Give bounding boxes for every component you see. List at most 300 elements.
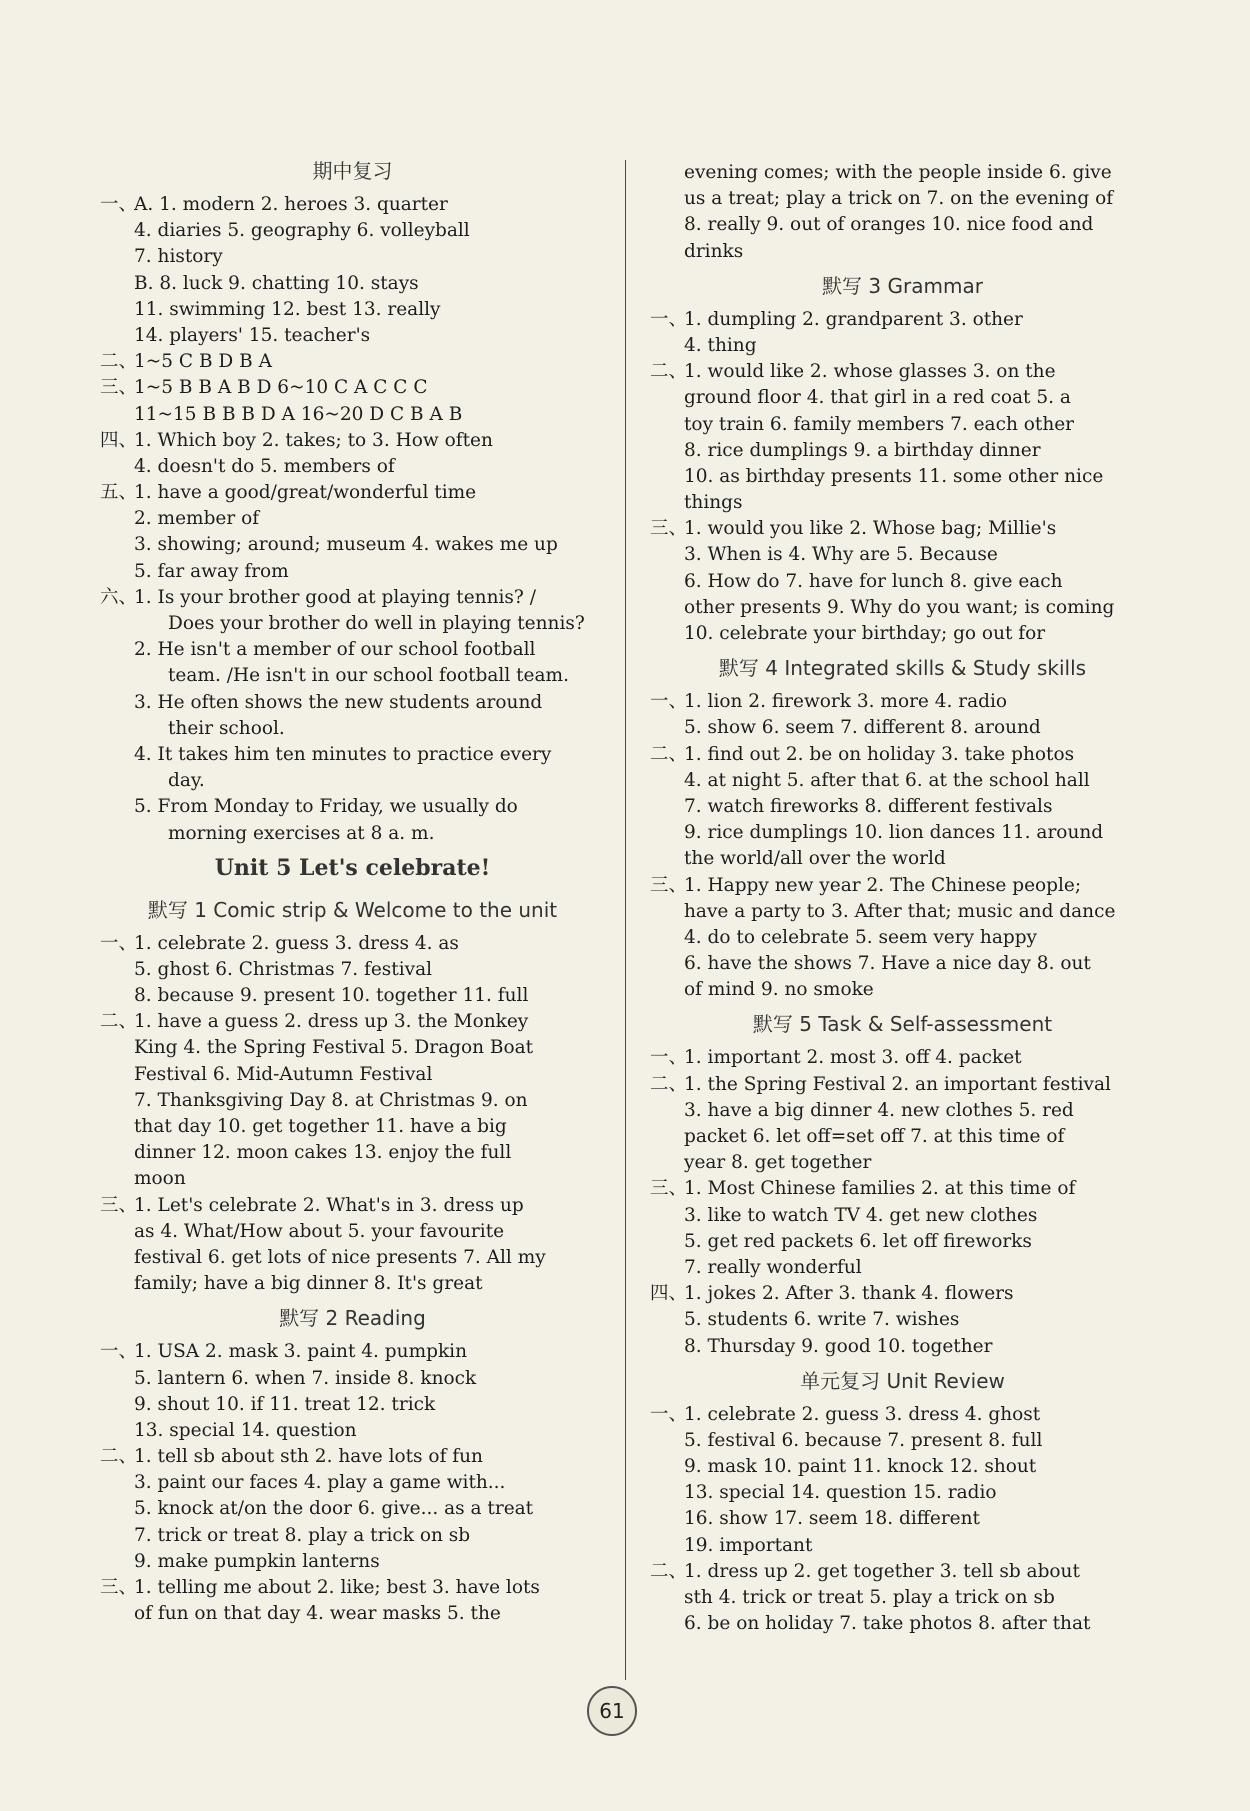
answer-text: as 4. What/How about 5. your favourite: [134, 1220, 505, 1242]
indent-spacer: [100, 663, 134, 689]
indent-spacer: [650, 715, 684, 741]
indent-spacer: [100, 323, 134, 349]
indent-spacer: [134, 611, 168, 637]
indent-spacer: [650, 1203, 684, 1229]
answer-line: [650, 333, 1155, 359]
section-heading: 期中复习: [312, 159, 393, 183]
answer-line: [650, 1533, 1155, 1559]
indent-spacer: [650, 1124, 684, 1150]
indent-spacer: [650, 438, 684, 464]
answer-text: sth 4. trick or treat 5. play a trick on sb: [684, 1587, 1055, 1608]
answer-text: family; have a big dinner 8. It's great: [134, 1273, 483, 1295]
indent-spacer: [100, 1549, 134, 1575]
question-marker: 一、: [650, 1047, 688, 1069]
answer-text: 3. paint our faces 4. play a game with...: [134, 1472, 506, 1494]
indent-spacer: [100, 1114, 134, 1140]
answer-line: [100, 1470, 605, 1496]
answer-text: 16. show 17. seem 18. different: [684, 1508, 980, 1530]
answer-line: [100, 1392, 605, 1418]
answer-line: [650, 820, 1155, 846]
indent-spacer: [100, 768, 134, 794]
answer-text: dinner 12. moon cakes 13. enjoy the full: [134, 1142, 512, 1164]
indent-spacer: [650, 1255, 684, 1281]
answer-line: [100, 1575, 605, 1601]
question-marker: 二、: [100, 1011, 138, 1033]
answer-line: [100, 663, 605, 689]
question-marker: 三、: [650, 1178, 688, 1200]
answer-line: [650, 1559, 1155, 1585]
indent-spacer: [650, 1229, 684, 1255]
answer-line: [650, 212, 1155, 238]
answer-text: 2. member of: [134, 508, 260, 530]
indent-spacer: [650, 490, 684, 516]
answer-line: [100, 690, 605, 716]
answer-text: other presents 9. Why do you want; is coming: [684, 596, 1115, 618]
answer-line: [650, 490, 1155, 516]
indent-spacer: [650, 1506, 684, 1532]
indent-spacer: [100, 218, 134, 244]
answer-text: 1. Happy new year 2. The Chinese people;: [684, 874, 1082, 896]
answer-line: [100, 611, 605, 637]
answer-text: 1. dress up 2. get together 3. tell sb about: [684, 1560, 1080, 1582]
answer-line: [650, 595, 1155, 621]
indent-spacer: [100, 271, 134, 297]
answer-text: 1. have a guess 2. dress up 3. the Monkey: [134, 1011, 529, 1033]
indent-spacer: [100, 402, 134, 428]
answer-line: [100, 402, 605, 428]
answer-line: [100, 1062, 605, 1088]
answer-text: their school.: [168, 717, 285, 739]
answer-text: 4. It takes him ten minutes to practice every: [134, 743, 552, 765]
answer-text: 11. swimming 12. best 13. really: [134, 298, 441, 320]
answer-line: [100, 428, 605, 454]
answer-text: evening comes; with the people inside 6. give: [684, 162, 1112, 183]
answer-line: [650, 160, 1155, 186]
answer-line: [650, 689, 1155, 715]
answer-line: [100, 375, 605, 401]
answer-line: [650, 186, 1155, 212]
answer-line: [100, 349, 605, 375]
answer-text: 7. trick or treat 8. play a trick on sb: [134, 1524, 471, 1546]
answer-text: 6. How do 7. have for lunch 8. give each: [684, 570, 1063, 592]
indent-spacer: [100, 1601, 134, 1627]
answer-line: [100, 506, 605, 532]
answer-text: 5. knock at/on the door 6. give... as a treat: [134, 1498, 534, 1520]
answer-line: [100, 983, 605, 1009]
answer-line: [100, 1245, 605, 1271]
answer-text: 4. do to celebrate 5. seem very happy: [684, 926, 1037, 948]
right-column: [650, 160, 1155, 1637]
indent-spacer: [650, 621, 684, 647]
indent-spacer: [100, 454, 134, 480]
indent-spacer: [100, 297, 134, 323]
answer-line: [100, 1193, 605, 1219]
indent-spacer: [134, 716, 168, 742]
indent-spacer: [100, 559, 134, 585]
indent-spacer: [100, 532, 134, 558]
question-marker: 二、: [100, 1446, 138, 1468]
indent-spacer: [100, 983, 134, 1009]
answer-text: 6. have the shows 7. Have a nice day 8. out: [684, 953, 1091, 975]
answer-line: [100, 192, 605, 218]
answer-line: [100, 1339, 605, 1365]
indent-spacer: [650, 1150, 684, 1176]
answer-text: 1. lion 2. firework 3. more 4. radio: [684, 691, 1008, 713]
indent-spacer: [100, 794, 134, 820]
question-marker: 六、: [100, 586, 138, 608]
indent-spacer: [100, 1035, 134, 1061]
answer-line: [100, 742, 605, 768]
indent-spacer: [100, 1166, 134, 1192]
answer-line: [650, 1098, 1155, 1124]
answer-line: [100, 1088, 605, 1114]
question-marker: 三、: [100, 377, 138, 399]
answer-line: [650, 1124, 1155, 1150]
indent-spacer: [650, 595, 684, 621]
indent-spacer: [650, 925, 684, 951]
answer-line: [650, 1229, 1155, 1255]
answer-text: 1. would you like 2. Whose bag; Millie's: [684, 518, 1057, 540]
indent-spacer: [650, 977, 684, 1003]
indent-spacer: [100, 637, 134, 663]
section-heading: 默写 2 Reading: [279, 1306, 426, 1331]
answer-text: 3. showing; around; museum 4. wakes me up: [134, 534, 558, 556]
indent-spacer: [650, 1307, 684, 1333]
answer-line: [650, 1402, 1155, 1428]
indent-spacer: [650, 1533, 684, 1559]
answer-text: 5. show 6. seem 7. different 8. around: [684, 717, 1041, 739]
answer-text: 5. students 6. write 7. wishes: [684, 1309, 960, 1331]
indent-spacer: [100, 1496, 134, 1522]
indent-spacer: [100, 690, 134, 716]
answer-line: [100, 1523, 605, 1549]
question-marker: 三、: [100, 1194, 138, 1216]
question-marker: 五、: [100, 482, 138, 504]
question-marker: 二、: [650, 1560, 688, 1582]
answer-line: [100, 218, 605, 244]
question-marker: 二、: [650, 1073, 688, 1095]
indent-spacer: [100, 1470, 134, 1496]
question-marker: 二、: [650, 361, 688, 383]
question-marker: 三、: [650, 518, 688, 540]
answer-line: [100, 559, 605, 585]
answer-text: Does your brother do well in playing tennis?: [168, 613, 585, 634]
answer-text: 5. lantern 6. when 7. inside 8. knock: [134, 1367, 477, 1389]
indent-spacer: [650, 385, 684, 411]
answer-line: [100, 1166, 605, 1192]
answer-text: B. 8. luck 9. chatting 10. stays: [134, 272, 419, 294]
indent-spacer: [100, 1366, 134, 1392]
answer-text: 19. important: [684, 1534, 813, 1556]
indent-spacer: [650, 1611, 684, 1637]
answer-line: [100, 794, 605, 820]
section-heading: 单元复习 Unit Review: [800, 1368, 1005, 1393]
answer-line: [650, 1585, 1155, 1611]
question-marker: 四、: [650, 1283, 688, 1305]
indent-spacer: [650, 212, 684, 238]
question-marker: 一、: [100, 1341, 138, 1363]
answer-line: [650, 951, 1155, 977]
indent-spacer: [650, 1098, 684, 1124]
indent-spacer: [650, 333, 684, 359]
answer-text: the world/all over the world: [684, 848, 946, 870]
indent-spacer: [100, 1219, 134, 1245]
indent-spacer: [650, 1585, 684, 1611]
answer-line: [100, 1271, 605, 1297]
indent-spacer: [650, 186, 684, 212]
question-marker: 三、: [650, 874, 688, 896]
answer-text: 5. festival 6. because 7. present 8. full: [684, 1429, 1043, 1451]
answer-line: [100, 480, 605, 506]
indent-spacer: [100, 1523, 134, 1549]
answer-text: 7. watch fireworks 8. different festivals: [684, 795, 1053, 817]
question-marker: 一、: [650, 1403, 688, 1425]
answer-line: [650, 715, 1155, 741]
answer-text: 1. would like 2. whose glasses 3. on the: [684, 361, 1056, 383]
answer-text: 7. history: [134, 246, 223, 268]
question-marker: 三、: [100, 1577, 138, 1598]
answer-line: [100, 271, 605, 297]
answer-line: [650, 1611, 1155, 1637]
answer-text: 1. celebrate 2. guess 3. dress 4. as: [134, 932, 459, 954]
answer-line: [650, 385, 1155, 411]
answer-line: [650, 1307, 1155, 1333]
answer-line: [100, 1601, 605, 1627]
indent-spacer: [100, 611, 134, 637]
answer-line: [100, 931, 605, 957]
section-heading: 默写 3 Grammar: [822, 273, 983, 298]
left-column: [100, 150, 605, 1627]
answer-line: [650, 464, 1155, 490]
answer-line: [650, 1454, 1155, 1480]
answer-line: [100, 1366, 605, 1392]
answer-line: [100, 244, 605, 270]
indent-spacer: [650, 1454, 684, 1480]
indent-spacer: [650, 820, 684, 846]
indent-spacer: [650, 1334, 684, 1360]
question-marker: 一、: [100, 194, 138, 215]
answer-text: 1. dumpling 2. grandparent 3. other: [684, 308, 1023, 330]
answer-line: [650, 1203, 1155, 1229]
answer-line: [650, 925, 1155, 951]
answer-text: 1. Let's celebrate 2. What's in 3. dress up: [134, 1194, 524, 1216]
answer-line: [650, 1072, 1155, 1098]
answer-text: moon: [134, 1168, 186, 1190]
indent-spacer: [100, 821, 134, 847]
indent-spacer: [100, 506, 134, 532]
page-number: 61: [587, 1686, 637, 1736]
answer-text: 1~5 C B D B A: [134, 351, 272, 373]
answer-text: 1. jokes 2. After 3. thank 4. flowers: [684, 1283, 1014, 1305]
answer-text: 6. be on holiday 7. take photos 8. after that: [684, 1613, 1091, 1635]
answer-line: [100, 1549, 605, 1575]
indent-spacer: [100, 1245, 134, 1271]
answer-text: 10. celebrate your birthday; go out for: [684, 623, 1046, 644]
answer-line: [650, 873, 1155, 899]
answer-line: [650, 542, 1155, 568]
answer-line: [100, 1418, 605, 1444]
answer-line: [650, 438, 1155, 464]
answer-text: Festival 6. Mid-Autumn Festival: [134, 1063, 433, 1085]
answer-text: year 8. get together: [684, 1152, 872, 1174]
indent-spacer: [100, 1088, 134, 1114]
indent-spacer: [650, 899, 684, 925]
indent-spacer: [650, 951, 684, 977]
answer-line: [650, 307, 1155, 333]
indent-spacer: [100, 1418, 134, 1444]
answer-line: [650, 1281, 1155, 1307]
indent-spacer: [650, 569, 684, 595]
answer-line: [650, 1334, 1155, 1360]
answer-text: 2. He isn't a member of our school football: [134, 639, 536, 661]
answer-text: 14. players' 15. teacher's: [134, 324, 371, 346]
answer-text: ground floor 4. that girl in a red coat 5. a: [684, 387, 1071, 409]
indent-spacer: [650, 412, 684, 438]
answer-line: [100, 768, 605, 794]
answer-line: [100, 532, 605, 558]
answer-text: 4. thing: [684, 334, 757, 356]
answer-text: 1. Most Chinese families 2. at this time of: [684, 1178, 1076, 1200]
indent-spacer: [100, 1271, 134, 1297]
answer-line: [650, 1428, 1155, 1454]
answer-text: 3. have a big dinner 4. new clothes 5. red: [684, 1099, 1074, 1121]
answer-line: [100, 297, 605, 323]
answer-text: 4. doesn't do 5. members of: [134, 455, 395, 477]
answer-line: [650, 1255, 1155, 1281]
answer-text: 8. really 9. out of oranges 10. nice food and: [684, 214, 1094, 236]
answer-text: 9. rice dumplings 10. lion dances 11. around: [684, 822, 1104, 844]
answer-text: packet 6. let off=set off 7. at this time of: [684, 1126, 1065, 1147]
answer-text: 1. USA 2. mask 3. paint 4. pumpkin: [134, 1341, 467, 1363]
answer-text: 1~5 B B A B D 6~10 C A C C C: [134, 377, 428, 399]
answer-text: 3. He often shows the new students around: [134, 691, 543, 713]
answer-text: 9. mask 10. paint 11. knock 12. shout: [684, 1456, 1037, 1478]
indent-spacer: [650, 239, 684, 265]
answer-text: 11~15 B B B D A 16~20 D C B A B: [134, 403, 463, 425]
answer-line: [100, 1009, 605, 1035]
answer-text: 9. make pumpkin lanterns: [134, 1550, 380, 1572]
answer-line: [100, 1035, 605, 1061]
indent-spacer: [100, 244, 134, 270]
answer-text: day.: [168, 770, 205, 792]
answer-text: 5. From Monday to Friday, we usually do: [134, 796, 518, 818]
answer-line: [650, 1480, 1155, 1506]
answer-line: [100, 1140, 605, 1166]
answer-text: 8. Thursday 9. good 10. together: [684, 1335, 993, 1357]
answer-text: 1. have a good/great/wonderful time: [134, 482, 477, 504]
answer-text: A. 1. modern 2. heroes 3. quarter: [134, 194, 448, 215]
answer-text: 8. because 9. present 10. together 11. full: [134, 985, 529, 1007]
answer-line: [100, 716, 605, 742]
question-marker: 一、: [650, 308, 688, 330]
indent-spacer: [100, 1140, 134, 1166]
answer-text: have a party to 3. After that; music and dance: [684, 900, 1116, 922]
answer-text: of mind 9. no smoke: [684, 979, 874, 1001]
question-marker: 一、: [100, 932, 138, 954]
answer-text: 7. really wonderful: [684, 1256, 862, 1278]
answer-line: [650, 846, 1155, 872]
question-marker: 一、: [650, 691, 688, 713]
answer-line: [650, 359, 1155, 385]
section-heading: 默写 1 Comic strip & Welcome to the unit: [147, 897, 558, 922]
answer-line: [100, 637, 605, 663]
answer-text: 13. special 14. question 15. radio: [684, 1482, 997, 1504]
indent-spacer: [134, 768, 168, 794]
answer-line: [650, 1045, 1155, 1071]
indent-spacer: [650, 464, 684, 490]
answer-text: 3. like to watch TV 4. get new clothes: [684, 1204, 1038, 1226]
indent-spacer: [650, 1480, 684, 1506]
answer-text: us a treat; play a trick on 7. on the evening of: [684, 188, 1114, 210]
answer-text: 1. Which boy 2. takes; to 3. How often: [134, 429, 493, 451]
answer-line: [650, 1150, 1155, 1176]
answer-text: 10. as birthday presents 11. some other nice: [684, 465, 1104, 487]
answer-line: [100, 1219, 605, 1245]
answer-text: 4. at night 5. after that 6. at the school hall: [684, 769, 1090, 791]
answer-text: 1. tell sb about sth 2. have lots of fun: [134, 1446, 483, 1468]
answer-text: 7. Thanksgiving Day 8. at Christmas 9. on: [134, 1089, 528, 1111]
indent-spacer: [650, 1428, 684, 1454]
section-heading: Unit 5 Let's celebrate!: [214, 854, 491, 881]
indent-spacer: [100, 716, 134, 742]
indent-spacer: [650, 794, 684, 820]
answer-line: [100, 585, 605, 611]
answer-text: festival 6. get lots of nice presents 7. All my: [134, 1246, 546, 1268]
column-divider: [625, 160, 626, 1680]
answer-line: [650, 1176, 1155, 1202]
answer-text: 5. far away from: [134, 560, 289, 582]
answer-text: 1. important 2. most 3. off 4. packet: [684, 1047, 1022, 1069]
answer-text: 1. Is your brother good at playing tennis? /: [134, 586, 536, 608]
answer-line: [650, 977, 1155, 1003]
question-marker: 四、: [100, 429, 138, 451]
indent-spacer: [100, 1062, 134, 1088]
answer-text: 13. special 14. question: [134, 1419, 357, 1441]
answer-line: [650, 742, 1155, 768]
answer-text: 3. When is 4. Why are 5. Because: [684, 544, 998, 566]
indent-spacer: [134, 821, 168, 847]
indent-spacer: [100, 1392, 134, 1418]
answer-line: [650, 768, 1155, 794]
indent-spacer: [650, 846, 684, 872]
answer-line: [650, 1506, 1155, 1532]
answer-text: things: [684, 492, 743, 514]
answer-line: [650, 516, 1155, 542]
indent-spacer: [100, 957, 134, 983]
answer-line: [100, 323, 605, 349]
question-marker: 二、: [650, 743, 688, 765]
indent-spacer: [650, 542, 684, 568]
answer-line: [100, 1496, 605, 1522]
answer-text: 8. rice dumplings 9. a birthday dinner: [684, 439, 1041, 461]
answer-line: [100, 454, 605, 480]
answer-text: 1. the Spring Festival 2. an important festival: [684, 1073, 1111, 1095]
answer-line: [650, 239, 1155, 265]
answer-text: 5. ghost 6. Christmas 7. festival: [134, 958, 433, 980]
indent-spacer: [650, 768, 684, 794]
answer-line: [650, 621, 1155, 647]
answer-text: morning exercises at 8 a. m.: [168, 822, 435, 844]
answer-text: 9. shout 10. if 11. treat 12. trick: [134, 1393, 436, 1415]
answer-line: [650, 794, 1155, 820]
answer-text: of fun on that day 4. wear masks 5. the: [134, 1603, 501, 1625]
indent-spacer: [134, 663, 168, 689]
indent-spacer: [100, 742, 134, 768]
answer-text: 1. celebrate 2. guess 3. dress 4. ghost: [684, 1403, 1041, 1425]
answer-text: toy train 6. family members 7. each other: [684, 413, 1075, 435]
answer-text: 1. telling me about 2. like; best 3. have lots: [134, 1577, 540, 1598]
answer-text: 1. find out 2. be on holiday 3. take photos: [684, 743, 1075, 765]
